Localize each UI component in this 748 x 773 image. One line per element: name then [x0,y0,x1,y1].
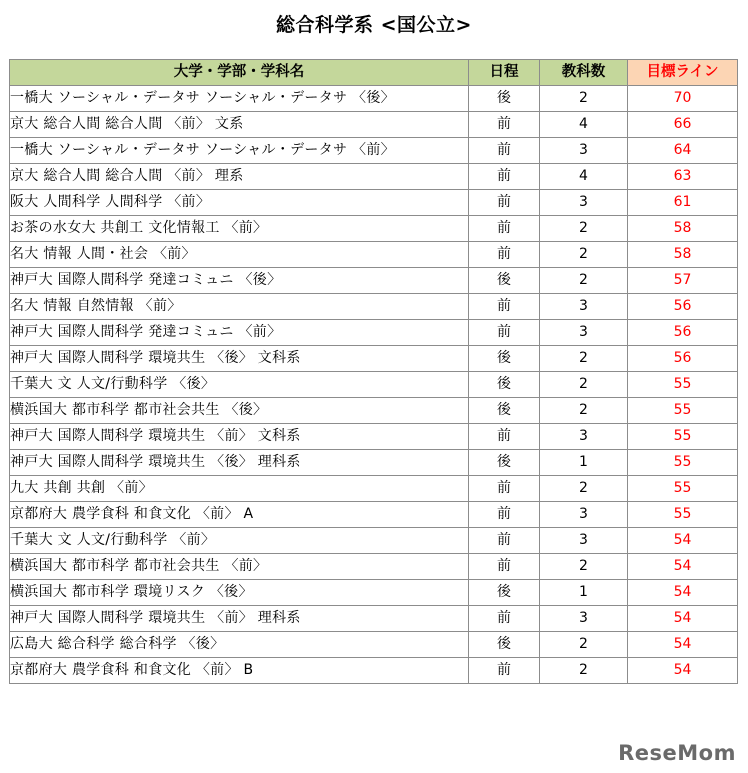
university-name-cell: 神戸大 国際人間科学 環境共生 〈前〉 文科系 [10,424,469,450]
table-row [10,138,738,164]
subjects-count-cell: 3 [540,294,628,320]
schedule-cell: 後 [469,372,540,398]
table-row [10,502,738,528]
university-name-cell: 名大 情報 人間・社会 〈前〉 [10,242,469,268]
table-row [10,632,738,658]
target-score-cell: 61 [628,190,738,216]
target-score-cell: 54 [628,632,738,658]
university-name-cell: 神戸大 国際人間科学 環境共生 〈後〉 理科系 [10,450,469,476]
subjects-count-cell: 2 [540,658,628,684]
subjects-count-cell: 1 [540,580,628,606]
subjects-count-cell: 2 [540,372,628,398]
target-score-cell: 58 [628,216,738,242]
university-name-cell: 横浜国大 都市科学 都市社会共生 〈後〉 [10,398,469,424]
target-score-cell: 63 [628,164,738,190]
target-score-cell: 55 [628,424,738,450]
subjects-count-cell: 1 [540,450,628,476]
university-name-cell: 一橋大 ソーシャル・データサ ソーシャル・データサ 〈後〉 [10,86,469,112]
schedule-cell: 後 [469,398,540,424]
page-title: 総合科学系 <国公立> [276,14,472,36]
subjects-count-cell: 2 [540,632,628,658]
university-name-cell: 横浜国大 都市科学 環境リスク 〈後〉 [10,580,469,606]
schedule-cell: 後 [469,86,540,112]
university-name-cell: 神戸大 国際人間科学 環境共生 〈後〉 文科系 [10,346,469,372]
university-name-cell: 神戸大 国際人間科学 発達コミュニ 〈後〉 [10,268,469,294]
schedule-cell: 後 [469,268,540,294]
target-score-cell: 58 [628,242,738,268]
university-name-cell: 千葉大 文 人文/行動科学 〈後〉 [10,372,469,398]
table-row [10,320,738,346]
table-row [10,346,738,372]
target-score-cell: 54 [628,528,738,554]
schedule-cell: 前 [469,424,540,450]
subjects-count-cell: 4 [540,112,628,138]
header-name: 大学・学部・学科名 [10,60,469,86]
schedule-cell: 前 [469,606,540,632]
table-row [10,164,738,190]
table-row [10,112,738,138]
schedule-cell: 前 [469,658,540,684]
university-name-cell: 京大 総合人間 総合人間 〈前〉 理系 [10,164,469,190]
target-score-cell: 55 [628,450,738,476]
target-score-cell: 54 [628,554,738,580]
schedule-cell: 前 [469,476,540,502]
table-row [10,268,738,294]
subjects-count-cell: 2 [540,216,628,242]
subjects-count-cell: 3 [540,528,628,554]
schedule-cell: 後 [469,632,540,658]
university-name-cell: 千葉大 文 人文/行動科学 〈前〉 [10,528,469,554]
subjects-count-cell: 2 [540,242,628,268]
schedule-cell: 前 [469,112,540,138]
table-row [10,476,738,502]
subjects-count-cell: 2 [540,554,628,580]
university-name-cell: 一橋大 ソーシャル・データサ ソーシャル・データサ 〈前〉 [10,138,469,164]
header-subjects: 教科数 [540,60,628,86]
target-score-cell: 54 [628,580,738,606]
university-name-cell: 京都府大 農学食科 和食文化 〈前〉 B [10,658,469,684]
university-name-cell: 阪大 人間科学 人間科学 〈前〉 [10,190,469,216]
target-score-cell: 54 [628,606,738,632]
table-row [10,294,738,320]
schedule-cell: 前 [469,320,540,346]
schedule-cell: 前 [469,164,540,190]
schedule-cell: 後 [469,346,540,372]
target-score-cell: 70 [628,86,738,112]
target-score-cell: 55 [628,372,738,398]
subjects-count-cell: 2 [540,346,628,372]
schedule-cell: 前 [469,190,540,216]
target-score-cell: 55 [628,476,738,502]
subjects-count-cell: 3 [540,424,628,450]
subjects-count-cell: 3 [540,606,628,632]
university-name-cell: 名大 情報 自然情報 〈前〉 [10,294,469,320]
university-name-cell: 京大 総合人間 総合人間 〈前〉 文系 [10,112,469,138]
target-score-cell: 56 [628,346,738,372]
target-score-cell: 66 [628,112,738,138]
university-name-cell: お茶の水女大 共創工 文化情報工 〈前〉 [10,216,469,242]
table-row [10,190,738,216]
subjects-count-cell: 3 [540,320,628,346]
schedule-cell: 前 [469,138,540,164]
university-name-cell: 横浜国大 都市科学 都市社会共生 〈前〉 [10,554,469,580]
university-name-cell: 九大 共創 共創 〈前〉 [10,476,469,502]
schedule-cell: 前 [469,294,540,320]
target-score-cell: 64 [628,138,738,164]
subjects-count-cell: 2 [540,268,628,294]
schedule-cell: 前 [469,242,540,268]
subjects-count-cell: 3 [540,138,628,164]
target-score-cell: 56 [628,320,738,346]
header-schedule: 日程 [469,60,540,86]
university-name-cell: 京都府大 農学食科 和食文化 〈前〉 A [10,502,469,528]
schedule-cell: 前 [469,528,540,554]
header-target: 目標ライン [628,60,738,86]
university-name-cell: 広島大 総合科学 総合科学 〈後〉 [10,632,469,658]
table-row [10,424,738,450]
subjects-count-cell: 4 [540,164,628,190]
schedule-cell: 後 [469,580,540,606]
target-score-cell: 55 [628,398,738,424]
table-row [10,86,738,112]
table-header-row [10,60,738,86]
target-score-cell: 55 [628,502,738,528]
resemom-logo: ReseMom [618,741,736,765]
table-row [10,554,738,580]
table-row [10,606,738,632]
schedule-cell: 前 [469,502,540,528]
subjects-count-cell: 3 [540,502,628,528]
target-score-cell: 56 [628,294,738,320]
university-name-cell: 神戸大 国際人間科学 発達コミュニ 〈前〉 [10,320,469,346]
table-body [10,86,738,684]
schedule-cell: 前 [469,554,540,580]
table-row [10,242,738,268]
table-row [10,216,738,242]
table-row [10,372,738,398]
target-score-cell: 54 [628,658,738,684]
table-row [10,658,738,684]
table-row [10,450,738,476]
ranking-table [9,59,738,684]
subjects-count-cell: 2 [540,86,628,112]
table-row [10,528,738,554]
target-score-cell: 57 [628,268,738,294]
subjects-count-cell: 2 [540,398,628,424]
subjects-count-cell: 3 [540,190,628,216]
university-name-cell: 神戸大 国際人間科学 環境共生 〈前〉 理科系 [10,606,469,632]
table-row [10,398,738,424]
subjects-count-cell: 2 [540,476,628,502]
table-row [10,580,738,606]
schedule-cell: 前 [469,216,540,242]
schedule-cell: 後 [469,450,540,476]
